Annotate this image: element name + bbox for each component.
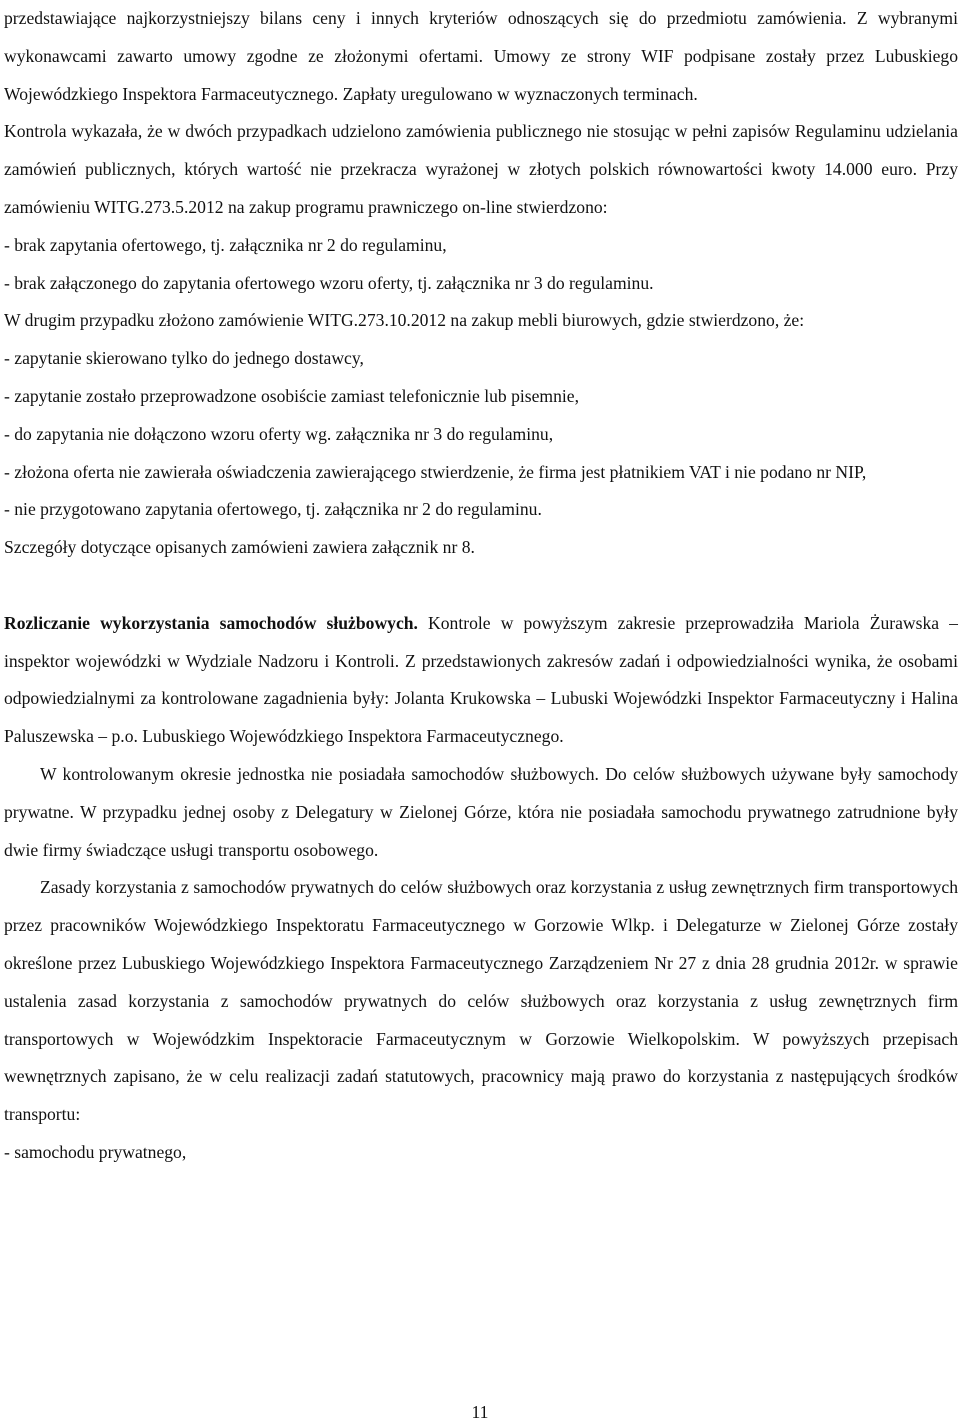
list-item: - do zapytania nie dołączono wzoru oferty wg. załącznika nr 3 do regulaminu,	[4, 423, 554, 444]
list-item: - brak zapytania ofertowego, tj. załącznika nr 2 do regulaminu,	[4, 234, 447, 255]
list-item: - nie przygotowano zapytania ofertowego, tj. załącznika nr 2 do regulaminu.	[4, 499, 542, 520]
section-heading: Rozliczanie wykorzystania samochodów służbowych.	[4, 612, 418, 633]
paragraph-attachment-note: Szczegóły dotyczące opisanych zamówieni zawiera załącznik nr 8.	[4, 537, 475, 558]
list-item: - samochodu prywatnego,	[4, 1141, 187, 1162]
list-item: - brak załączonego do zapytania ofertowego wzoru oferty, tj. załącznika nr 3 do regulaminu.	[4, 272, 654, 293]
document-page	[4, 0, 958, 1172]
paragraph-section-intro	[4, 605, 958, 756]
paragraph-spacer	[4, 567, 958, 605]
paragraph-vehicles: W kontrolowanym okresie jednostka nie posiadała samochodów służbowych. Do celów służbowych używane były samochody prywatne. W przypadku jednej osoby z Delegatury w Zielonej Górze, która nie posiadała samochodu prywatnego zatrudnione były dwie firmy świadczące usługi transportu osobowego.	[4, 763, 958, 860]
page-number: 11	[471, 1402, 489, 1422]
paragraph-audit-findings: Kontrola wykazała, że w dwóch przypadkach udzielono zamówienia publicznego nie stosując w pełni zapisów Regulaminu udzielania zamówień publicznych, których wartość nie przekracza wyrażonej w złotych polskich równowartości kwoty 14.000 euro. Przy zamówieniu WITG.273.5.2012 na zakup programu prawniczego on-line stwierdzono:	[4, 121, 958, 217]
paragraph-second-case: W drugim przypadku złożono zamówienie WITG.273.10.2012 na zakup mebli biurowych, gdzie stwierdzono, że:	[4, 310, 805, 331]
section-intro-text: Kontrole w powyższym zakresie przeprowadziła Mariola Żurawska – inspektor wojewódzki w Wydziale Nadzoru i Kontroli. Z przedstawionych zakresów zadań i odpowiedzialności wynika, że osobami odpowiedzialnymi za kontrolowane zagadnienia były: Jolanta Krukowska – Lubuski Wojewódzki Inspektor Farmaceutyczny i Halina Paluszewska – p.o. Lubuskiego Wojewódzkiego Inspektora Farmaceutycznego.	[4, 612, 958, 747]
paragraph-rules: Zasady korzystania z samochodów prywatnych do celów służbowych oraz korzystania z usług zewnętrznych firm transportowych przez pracowników Wojewódzkiego Inspektoratu Farmaceutycznego w Gorzowie Wlkp. i Delegaturze w Zielonej Górze zostały określone przez Lubuskiego Wojewódzkiego Inspektora Farmaceutycznego Zarządzeniem Nr 27 z dnia 28 grudnia 2012r. w sprawie ustalenia zasad korzystania z samochodów prywatnych do celów służbowych oraz korzystania z usług zewnętrznych firm transportowych w Wojewódzkim Inspektoracie Farmaceutycznym w Gorzowie Wielkopolskim. W powyższych przepisach wewnętrznych zapisano, że w celu realizacji zadań statutowych, pracownicy mają prawo do korzystania z następujących środków transportu:	[4, 877, 958, 1125]
list-item: - zapytanie skierowano tylko do jednego dostawcy,	[4, 348, 364, 369]
list-item: - zapytanie zostało przeprowadzone osobiście zamiast telefonicznie lub pisemnie,	[4, 385, 579, 406]
list-item: - złożona oferta nie zawierała oświadczenia zawierającego stwierdzenie, że firma jest płatnikiem VAT i nie podano nr NIP,	[4, 461, 867, 482]
paragraph-contract-summary: przedstawiające najkorzystniejszy bilans ceny i innych kryteriów odnoszących się do przedmiotu zamówienia. Z wybranymi wykonawcami zawarto umowy zgodne ze złożonymi ofertami. Umowy ze strony WIF podpisane zostały przez Lubuskiego Wojewódzkiego Inspektora Farmaceutycznego. Zapłaty uregulowano w wyznaczonych terminach.	[4, 8, 958, 104]
